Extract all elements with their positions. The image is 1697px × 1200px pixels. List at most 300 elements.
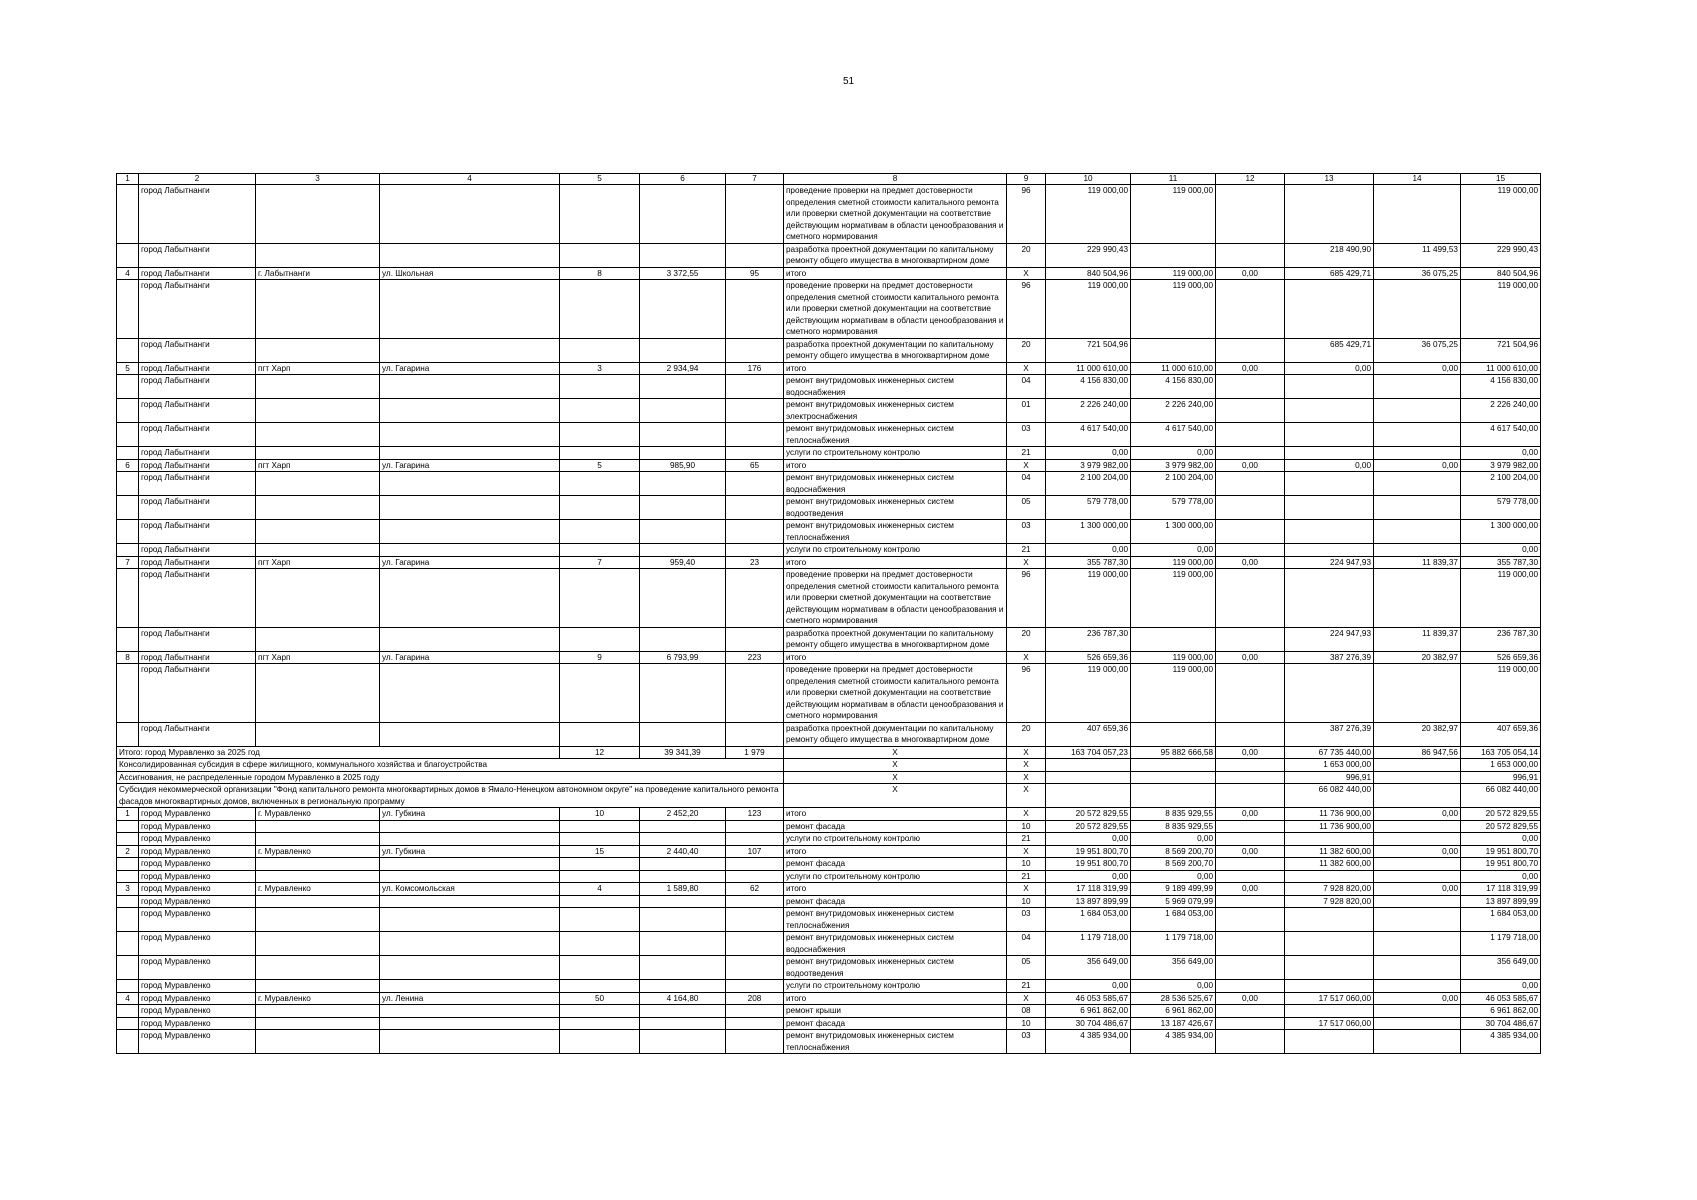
column-header: 9 (1007, 174, 1046, 185)
table-cell (1374, 895, 1461, 908)
table-cell (256, 243, 380, 267)
table-cell: 96 (1007, 280, 1046, 339)
table-cell: 236 787,30 (1461, 627, 1541, 651)
table-cell: 1 684 053,00 (1461, 908, 1541, 932)
table-row (117, 833, 1541, 846)
table-cell (560, 496, 640, 520)
table-cell: 0,00 (1285, 362, 1374, 375)
table-cell: ул. Комсомольская (380, 883, 560, 896)
table-cell (640, 243, 726, 267)
table-cell: 96 (1007, 664, 1046, 723)
table-row (117, 870, 1541, 883)
table-cell: 46 053 585,67 (1461, 992, 1541, 1005)
table-cell: 176 (726, 362, 784, 375)
table-row (117, 472, 1541, 496)
table-cell (640, 1017, 726, 1030)
table-cell: город Лабытнанги (139, 362, 256, 375)
table-cell: итого (784, 845, 1007, 858)
table-cell: 50 (560, 992, 640, 1005)
table-cell (1216, 243, 1285, 267)
table-cell (380, 895, 560, 908)
table-cell: ремонт крыши (784, 1005, 1007, 1018)
table-cell: 0,00 (1216, 651, 1285, 664)
table-cell (1285, 447, 1374, 460)
table-cell (380, 870, 560, 883)
table-cell: итого (784, 651, 1007, 664)
table-cell: 11 000 610,00 (1046, 362, 1131, 375)
table-cell: 356 649,00 (1046, 956, 1131, 980)
table-cell (256, 932, 380, 956)
summary-label: Консолидированная субсидия в сфере жилищного, коммунального хозяйства и благоустройства (117, 759, 784, 772)
table-cell (726, 1017, 784, 1030)
table-cell (560, 280, 640, 339)
table-cell: ремонт внутридомовых инженерных систем электроснабжения (784, 399, 1007, 423)
table-cell (1285, 833, 1374, 846)
table-cell (640, 496, 726, 520)
table-cell: 03 (1007, 1030, 1046, 1054)
table-cell: 0,00 (1374, 992, 1461, 1005)
table-cell: 0,00 (1131, 447, 1216, 460)
table-row (117, 1030, 1541, 1054)
table-cell: 11 000 610,00 (1131, 362, 1216, 375)
column-header: 11 (1131, 174, 1216, 185)
table-cell (256, 833, 380, 846)
table-cell (1374, 544, 1461, 557)
table-cell: 4 385 934,00 (1046, 1030, 1131, 1054)
table-cell (380, 472, 560, 496)
table-cell (726, 956, 784, 980)
table-cell (117, 980, 139, 993)
table-cell (1216, 956, 1285, 980)
table-cell: 1 653 000,00 (1461, 759, 1541, 772)
table-cell (560, 1005, 640, 1018)
table-cell: 579 778,00 (1046, 496, 1131, 520)
table-row (117, 1005, 1541, 1018)
table-cell (380, 980, 560, 993)
table-cell (380, 833, 560, 846)
table-cell (256, 908, 380, 932)
table-cell (117, 544, 139, 557)
table-cell: 2 100 204,00 (1131, 472, 1216, 496)
table-cell: 19 951 800,70 (1461, 858, 1541, 871)
page-number: 51 (842, 76, 855, 87)
table-cell: город Муравленко (139, 845, 256, 858)
table-cell: 1 300 000,00 (1461, 520, 1541, 544)
table-cell (640, 280, 726, 339)
table-cell (256, 520, 380, 544)
table-cell: ремонт внутридомовых инженерных систем теплоснабжения (784, 520, 1007, 544)
table-cell (117, 520, 139, 544)
table-cell: город Лабытнанги (139, 243, 256, 267)
table-cell (640, 447, 726, 460)
table-cell (1131, 722, 1216, 746)
table-cell (1285, 280, 1374, 339)
table-cell (726, 833, 784, 846)
table-row (117, 280, 1541, 339)
table-cell (640, 820, 726, 833)
table-cell: город Муравленко (139, 956, 256, 980)
table-cell (1285, 496, 1374, 520)
table-cell: 526 659,36 (1046, 651, 1131, 664)
table-cell: г. Муравленко (256, 808, 380, 821)
table-cell: г. Муравленко (256, 883, 380, 896)
table-cell: X (1007, 992, 1046, 1005)
table-cell: 0,00 (1216, 267, 1285, 280)
table-row (117, 980, 1541, 993)
table-cell: 0,00 (1216, 459, 1285, 472)
table-row (117, 808, 1541, 821)
table-cell (726, 569, 784, 628)
table-cell (1285, 1005, 1374, 1018)
table-cell: проведение проверки на предмет достоверности определения сметной стоимости капитального ремонта или проверки сметной документации на соответствие действующим нормативам в области ценообразования и сметного нормирования (784, 280, 1007, 339)
table-cell: 66 082 440,00 (1285, 784, 1374, 808)
table-cell: город Лабытнанги (139, 459, 256, 472)
table-cell (640, 544, 726, 557)
column-header: 6 (640, 174, 726, 185)
table-cell: 4 156 830,00 (1131, 375, 1216, 399)
table-cell: город Муравленко (139, 833, 256, 846)
table-cell: ул. Гагарина (380, 459, 560, 472)
table-cell (1374, 496, 1461, 520)
table-cell: 9 (560, 651, 640, 664)
table-cell: город Лабытнанги (139, 375, 256, 399)
table-cell (1374, 1005, 1461, 1018)
table-cell: ремонт внутридомовых инженерных систем теплоснабжения (784, 908, 1007, 932)
table-cell: 6 961 862,00 (1046, 1005, 1131, 1018)
table-cell: 20 572 829,55 (1046, 808, 1131, 821)
table-cell: 21 (1007, 544, 1046, 557)
table-cell: город Лабытнанги (139, 447, 256, 460)
table-cell: 985,90 (640, 459, 726, 472)
table-row (117, 908, 1541, 932)
table-cell: 119 000,00 (1046, 664, 1131, 723)
table-cell: 229 990,43 (1461, 243, 1541, 267)
table-cell (1285, 375, 1374, 399)
table-cell (256, 375, 380, 399)
table-cell: 2 (117, 845, 139, 858)
table-cell (560, 472, 640, 496)
table-cell: 67 735 440,00 (1285, 746, 1374, 759)
table-cell: 2 452,20 (640, 808, 726, 821)
table-cell (117, 338, 139, 362)
table-cell (380, 908, 560, 932)
table-cell: 959,40 (640, 556, 726, 569)
table-cell: разработка проектной документации по капитальному ремонту общего имущества в многоквартирном доме (784, 243, 1007, 267)
table-cell (1285, 1030, 1374, 1054)
table-cell (1374, 375, 1461, 399)
table-cell (640, 520, 726, 544)
table-cell (1216, 544, 1285, 557)
table-cell: 119 000,00 (1461, 664, 1541, 723)
table-cell (1374, 472, 1461, 496)
table-cell (640, 895, 726, 908)
table-cell: 355 787,30 (1046, 556, 1131, 569)
table-cell (117, 627, 139, 651)
table-cell (726, 472, 784, 496)
table-cell (726, 447, 784, 460)
table-cell (380, 185, 560, 244)
table-cell (560, 375, 640, 399)
table-cell (640, 338, 726, 362)
column-header: 3 (256, 174, 380, 185)
table-cell: 1 (117, 808, 139, 821)
table-cell (1374, 759, 1461, 772)
table-cell: 1 589,80 (640, 883, 726, 896)
table-cell: 4 617 540,00 (1461, 423, 1541, 447)
table-cell: итого (784, 992, 1007, 1005)
table-cell (380, 858, 560, 871)
table-cell: 5 969 079,99 (1131, 895, 1216, 908)
table-cell: 208 (726, 992, 784, 1005)
total-label: Итого: город Муравленко за 2025 год (117, 746, 560, 759)
table-cell: X (1007, 845, 1046, 858)
table-row (117, 858, 1541, 871)
table-cell: город Лабытнанги (139, 569, 256, 628)
table-row (117, 569, 1541, 628)
table-cell: 4 385 934,00 (1461, 1030, 1541, 1054)
table-cell (726, 980, 784, 993)
table-cell: ремонт фасада (784, 858, 1007, 871)
column-header: 4 (380, 174, 560, 185)
table-cell: 4 156 830,00 (1461, 375, 1541, 399)
table-cell: г. Муравленко (256, 992, 380, 1005)
table-cell (256, 544, 380, 557)
table-cell: город Муравленко (139, 992, 256, 1005)
table-cell: 20 572 829,55 (1461, 808, 1541, 821)
table-cell (117, 569, 139, 628)
table-cell: 11 736 900,00 (1285, 820, 1374, 833)
table-cell: 11 839,37 (1374, 627, 1461, 651)
table-cell: пгт Харп (256, 651, 380, 664)
table-cell (560, 185, 640, 244)
table-cell: 20 572 829,55 (1461, 820, 1541, 833)
table-cell: разработка проектной документации по капитальному ремонту общего имущества в многоквартирном доме (784, 627, 1007, 651)
table-cell (117, 858, 139, 871)
table-cell (726, 664, 784, 723)
table-cell: 96 (1007, 185, 1046, 244)
table-cell (256, 980, 380, 993)
table-cell (117, 895, 139, 908)
table-cell (256, 423, 380, 447)
table-cell: 4 (560, 883, 640, 896)
table-cell (380, 496, 560, 520)
table-cell: город Муравленко (139, 932, 256, 956)
header-row (117, 174, 1541, 185)
table-cell (380, 338, 560, 362)
table-row (117, 267, 1541, 280)
table-cell (1285, 980, 1374, 993)
table-cell: 0,00 (1374, 845, 1461, 858)
table-cell (560, 932, 640, 956)
table-cell: 1 179 718,00 (1461, 932, 1541, 956)
table-cell: 996,91 (1285, 771, 1374, 784)
table-row (117, 375, 1541, 399)
table-cell: 0,00 (1046, 870, 1131, 883)
table-row (117, 544, 1541, 557)
table-cell: X (784, 746, 1007, 759)
table-cell: 13 187 426,67 (1131, 1017, 1216, 1030)
table-cell (1131, 771, 1216, 784)
table-cell: 0,00 (1216, 883, 1285, 896)
table-cell: услуги по строительному контролю (784, 980, 1007, 993)
table-cell: город Лабытнанги (139, 280, 256, 339)
table-cell: город Лабытнанги (139, 520, 256, 544)
table-cell: г. Муравленко (256, 845, 380, 858)
column-header: 1 (117, 174, 139, 185)
table-cell: пгт Харп (256, 459, 380, 472)
table-cell: X (1007, 784, 1046, 808)
table-cell (1285, 399, 1374, 423)
table-cell (726, 1005, 784, 1018)
table-cell (256, 895, 380, 908)
table-cell (726, 375, 784, 399)
table-cell (117, 423, 139, 447)
table-cell (1131, 759, 1216, 772)
table-cell: ремонт фасада (784, 820, 1007, 833)
table-cell (380, 280, 560, 339)
table-cell (1374, 980, 1461, 993)
table-cell (726, 520, 784, 544)
table-cell (256, 1030, 380, 1054)
table-cell (380, 1030, 560, 1054)
table-cell (1216, 447, 1285, 460)
table-cell (726, 722, 784, 746)
table-cell: 8 835 929,55 (1131, 820, 1216, 833)
table-cell (117, 1005, 139, 1018)
table-cell (256, 956, 380, 980)
table-cell: 0,00 (1461, 447, 1541, 460)
table-cell (1216, 833, 1285, 846)
table-cell (256, 1017, 380, 1030)
table-cell: 119 000,00 (1046, 569, 1131, 628)
table-cell: 0,00 (1374, 362, 1461, 375)
table-cell: 2 100 204,00 (1046, 472, 1131, 496)
table-cell (380, 375, 560, 399)
table-cell: 20 (1007, 722, 1046, 746)
table-cell: ул. Гагарина (380, 362, 560, 375)
table-cell: город Лабытнанги (139, 423, 256, 447)
table-cell: 8 569 200,70 (1131, 845, 1216, 858)
table-cell: 5 (117, 362, 139, 375)
table-cell (640, 472, 726, 496)
table-cell: 05 (1007, 496, 1046, 520)
table-cell: пгт Харп (256, 556, 380, 569)
table-cell (1216, 820, 1285, 833)
table-cell (1374, 820, 1461, 833)
table-cell: 1 300 000,00 (1046, 520, 1131, 544)
table-cell (1216, 627, 1285, 651)
table-cell (1374, 664, 1461, 723)
table-cell (1374, 908, 1461, 932)
table-cell (1216, 664, 1285, 723)
table-cell (1285, 423, 1374, 447)
table-cell: 0,00 (1131, 544, 1216, 557)
table-cell: 0,00 (1374, 459, 1461, 472)
table-cell: X (784, 784, 1007, 808)
table-cell: 39 341,39 (640, 746, 726, 759)
budget-table (116, 173, 1541, 1054)
table-cell: 119 000,00 (1461, 185, 1541, 244)
table-cell (726, 243, 784, 267)
table-cell (256, 627, 380, 651)
column-header: 15 (1461, 174, 1541, 185)
table-cell (1374, 185, 1461, 244)
table-cell (1374, 1030, 1461, 1054)
table-cell: 8 835 929,55 (1131, 808, 1216, 821)
table-cell: 19 951 800,70 (1046, 845, 1131, 858)
table-cell: 356 649,00 (1461, 956, 1541, 980)
table-cell: 13 897 899,99 (1461, 895, 1541, 908)
table-cell: город Лабытнанги (139, 185, 256, 244)
table-cell: 21 (1007, 833, 1046, 846)
table-cell (726, 423, 784, 447)
table-cell: 8 569 200,70 (1131, 858, 1216, 871)
table-cell: 840 504,96 (1046, 267, 1131, 280)
table-cell (1216, 280, 1285, 339)
table-row (117, 820, 1541, 833)
table-cell: 163 705 054,14 (1461, 746, 1541, 759)
table-cell: услуги по строительному контролю (784, 544, 1007, 557)
table-cell (560, 243, 640, 267)
table-cell: 6 961 862,00 (1461, 1005, 1541, 1018)
summary-row (117, 784, 1541, 808)
table-cell: 721 504,96 (1046, 338, 1131, 362)
table-cell: 4 617 540,00 (1131, 423, 1216, 447)
table-cell: 2 226 240,00 (1131, 399, 1216, 423)
table-cell (380, 932, 560, 956)
table-cell: ул. Ленина (380, 992, 560, 1005)
table-cell: 224 947,93 (1285, 627, 1374, 651)
table-row (117, 883, 1541, 896)
table-cell: город Лабытнанги (139, 627, 256, 651)
table-cell: 0,00 (1216, 808, 1285, 821)
table-cell: 685 429,71 (1285, 338, 1374, 362)
table-cell (640, 664, 726, 723)
table-cell (726, 932, 784, 956)
table-cell (640, 185, 726, 244)
table-cell: 387 276,39 (1285, 651, 1374, 664)
table-cell (117, 280, 139, 339)
table-cell (1285, 956, 1374, 980)
table-cell (256, 858, 380, 871)
column-header: 10 (1046, 174, 1131, 185)
table-cell (1216, 895, 1285, 908)
table-cell: 2 226 240,00 (1461, 399, 1541, 423)
table-cell: ремонт фасада (784, 895, 1007, 908)
table-cell: город Муравленко (139, 895, 256, 908)
table-cell: 10 (1007, 820, 1046, 833)
table-cell: ул. Губкина (380, 845, 560, 858)
table-cell (1216, 423, 1285, 447)
table-cell (256, 722, 380, 746)
table-cell: 0,00 (1046, 980, 1131, 993)
column-header: 8 (784, 174, 1007, 185)
table-cell (640, 908, 726, 932)
table-cell: город Лабытнанги (139, 722, 256, 746)
table-cell (640, 833, 726, 846)
table-cell (380, 423, 560, 447)
table-cell: 03 (1007, 520, 1046, 544)
table-cell: 2 934,94 (640, 362, 726, 375)
table-cell: 11 382 600,00 (1285, 858, 1374, 871)
table-row (117, 651, 1541, 664)
table-cell (380, 569, 560, 628)
table-cell (560, 447, 640, 460)
table-cell (117, 1030, 139, 1054)
summary-label: Субсидия некоммерческой организации "Фонд капитального ремонта многоквартирных домов в Ямало-Ненецком автономном округе" на проведение капитального ремонта фасадов многоквартирных домов, включенных в региональную программу (117, 784, 784, 808)
table-cell (726, 185, 784, 244)
table-cell: город Муравленко (139, 883, 256, 896)
